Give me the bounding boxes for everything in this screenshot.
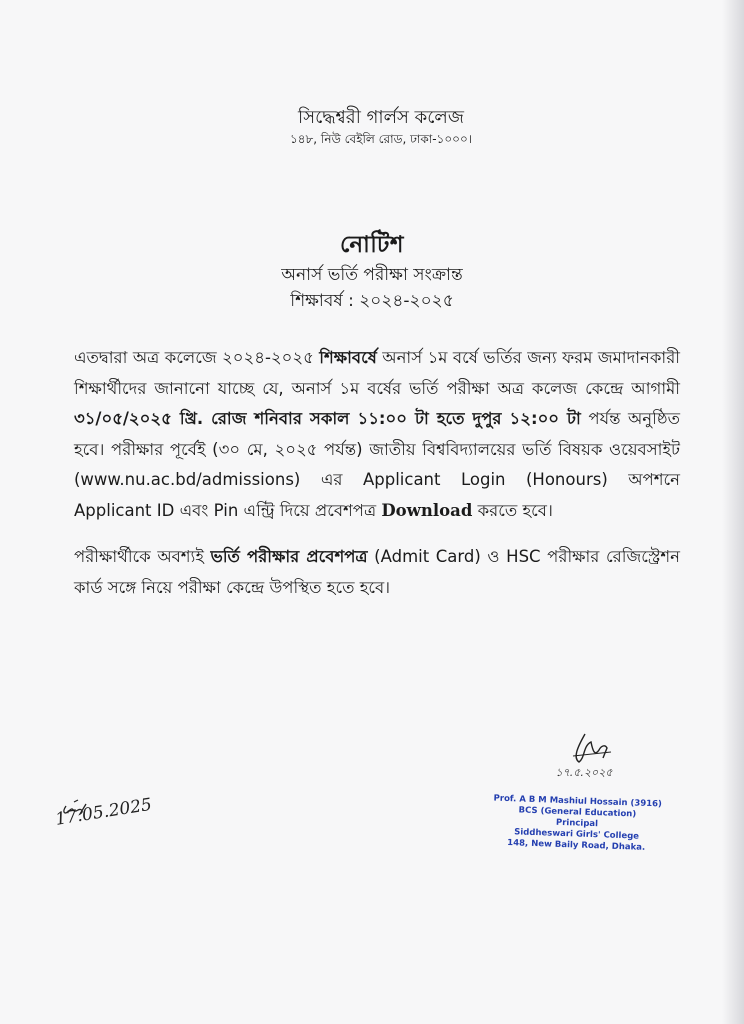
p1-text-a: এতদ্বারা অত্র কলেজে ২০২৪-২০২৫ (74, 348, 320, 367)
notice-title: নোটিশ (340, 232, 404, 258)
p1-session-word: শিক্ষাবর্ষে (319, 348, 377, 367)
stamp-title: Principal (555, 817, 599, 830)
stamp-college: Siddheswari Girls' College (514, 827, 640, 842)
notice-subject: অনার্স ভর্তি পরীক্ষা সংক্রান্ত (281, 265, 463, 285)
paper-edge-shadow (722, 0, 744, 1024)
p1-text-e: পর্যন্ত অনুষ্ঠিত হবে। পরীক্ষার পূর্বেই (৩০ মে, ২০২৫ পর্যন্ত) জাতীয় বিশ্ববিদ্যালয়ের ভর্তি বিষয়ক ওয়েবসাইট (www.nu.ac.bd/admissions) এর Applicant Login (Honours) অপশনে Applicant ID এবং Pin এন্ট্রি দিয়ে প্রবেশপত্র (74, 409, 680, 520)
college-name: সিদ্ধেশ্বরী গার্লস কলেজ (298, 107, 464, 128)
p2-text-c: (Admit Card) ও HSC পরীক্ষার রেজিস্ট্রেশন কার্ড সঙ্গে নিয়ে পরীক্ষা কেন্দ্রে উপস্থিত হতে হবে। (74, 547, 680, 597)
receiver-date: 17.05.2025 (54, 794, 154, 830)
paragraph-2 (74, 542, 680, 603)
principal-signature-block (478, 728, 678, 853)
p1-text-g: করতে হবে। (472, 500, 553, 520)
notice-session: শিক্ষাবর্ষ : ২০২৪-২০২৫ (290, 291, 454, 311)
stamp-name: Prof. A B M Mashiul Hossain (3916) (493, 793, 663, 810)
college-address: ১৪৮, নিউ বেইলি রোড, ঢাকা-১০০০। (289, 132, 473, 146)
stamp-address: 148, New Baily Road, Dhaka. (507, 838, 646, 853)
p1-text-c: অনার্স ১ম বর্ষে ভর্তির জন্য ফরম জমাদানকারী শিক্ষার্থীদের জানানো যাচ্ছে যে, অনার্স ১ম বর্ষের ভর্তি পরীক্ষা অত্র কলেজ কেন্দ্রে আগামী (74, 348, 680, 398)
p2-text-a: পরীক্ষার্থীকে অবশ্যই (74, 547, 211, 566)
principal-signature-date: ১৭.৫.২০২৫ (555, 766, 613, 779)
letterhead (0, 106, 744, 148)
principal-stamp (476, 793, 678, 855)
admit-card-phrase: ভর্তি পরীক্ষার প্রবেশপত্র (210, 547, 368, 566)
notice-body (74, 343, 680, 603)
download-word: Download (381, 500, 473, 520)
paragraph-1 (74, 343, 680, 526)
exam-datetime: ৩১/০৫/২০২৫ খ্রি. রোজ শনিবার সকাল ১১:০০ টা হতে দুপুর ১২:০০ টা (74, 409, 581, 428)
stamp-cadre: BCS (General Education) (518, 805, 637, 820)
